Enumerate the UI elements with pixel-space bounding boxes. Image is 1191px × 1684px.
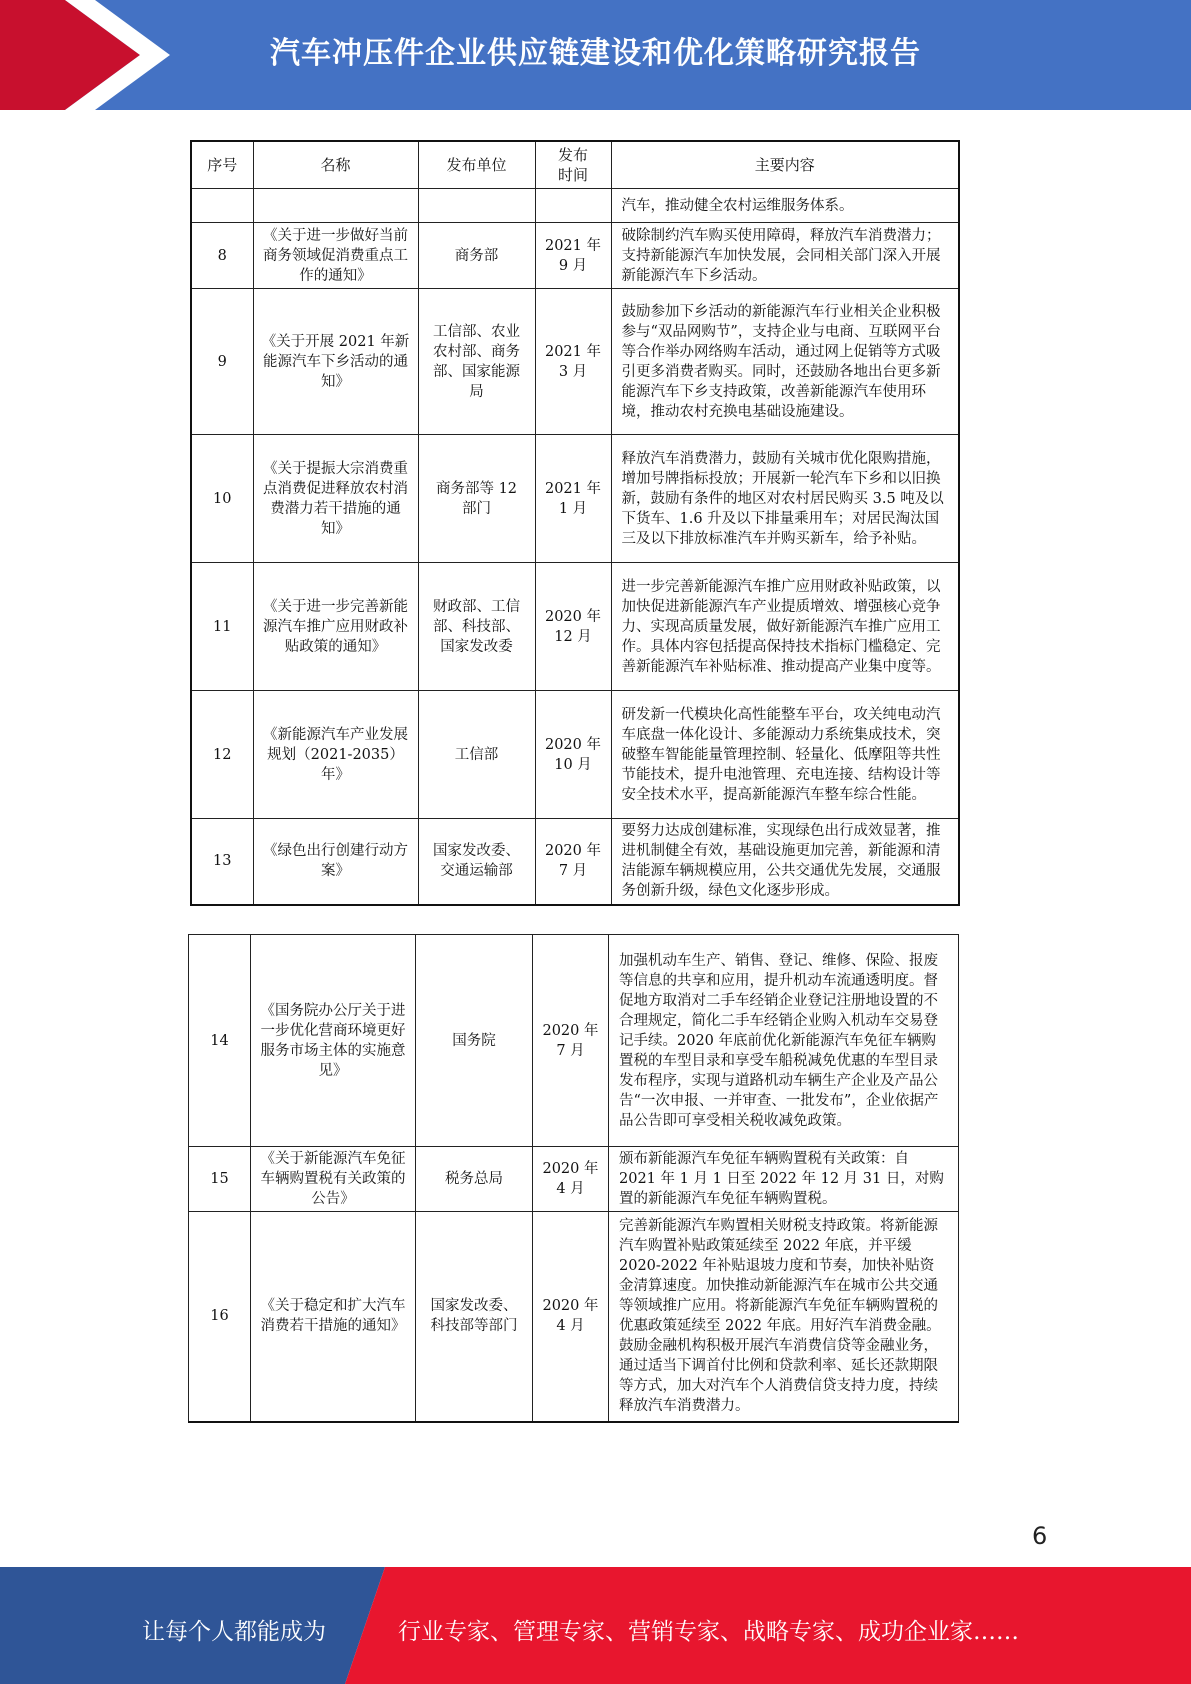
- footer-slogan-right: 行业专家、管理专家、营销专家、战略专家、成功企业家……: [398, 1619, 1019, 1645]
- header-content: 主要内容: [611, 141, 959, 189]
- row-main-content: 鼓励参加下乡活动的新能源汽车行业相关企业积极参与“双品网购节”，支持企业与电商、互联网平台等合作举办网络购车活动，通过网上促销等方式吸引更多消费者购买。同时，还鼓励各地出台更多新能源汽车下乡支持政策，改善新能源汽车使用环境，推动农村充换电基础设施建设。: [611, 289, 959, 435]
- report-title: 汽车冲压件企业供应链建设和优化策略研究报告: [270, 36, 921, 71]
- row-policy-name: 《关于开展 2021 年新能源汽车下乡活动的通知》: [253, 289, 418, 435]
- header-name: 名称: [253, 141, 418, 189]
- row-number: 16: [189, 1212, 251, 1422]
- row-publisher: 国家发改委、交通运输部: [418, 819, 535, 905]
- page-number: 6: [1032, 1522, 1048, 1550]
- row-policy-name: 《绿色出行创建行动方案》: [253, 819, 418, 905]
- row-publish-time: 2020 年4 月: [533, 1212, 609, 1422]
- table-row: [191, 691, 959, 819]
- row-main-content: 加强机动车生产、销售、登记、维修、保险、报废等信息的共享和应用，提升机动车流通透明度。督促地方取消对二手车经销企业登记注册地设置的不合理规定，简化二手车经销企业购入机动车交易登记手续。2020 年底前优化新能源汽车免征车辆购置税的车型目录和享受车船税减免优惠的车型目录发布程序，实现与道路机动车辆生产企业及产品公告“一次申报、一并审查、一批发布”，企业依据产品公告即可享受相关税收减免政策。: [609, 935, 959, 1147]
- row-main-content: 释放汽车消费潜力，鼓励有关城市优化限购措施，增加号牌指标投放；开展新一轮汽车下乡和以旧换新，鼓励有条件的地区对农村居民购买 3.5 吨及以下货车、1.6 升及以下排量乘用车；对居民淘汰国三及以下排放标准汽车并购买新车，给予补贴。: [611, 435, 959, 563]
- row-policy-name: 《关于进一步做好当前商务领域促消费重点工作的通知》: [253, 223, 418, 289]
- row-publisher: 国务院: [416, 935, 533, 1147]
- table-row: [191, 435, 959, 563]
- row-publisher: 财政部、工信部、科技部、国家发改委: [418, 563, 535, 691]
- row-publisher: 工信部: [418, 691, 535, 819]
- row-publish-time: 2020 年10 月: [535, 691, 611, 819]
- row-publish-time: 2020 年7 月: [533, 935, 609, 1147]
- row-publisher: 工信部、农业农村部、商务部、国家能源局: [418, 289, 535, 435]
- row-policy-name: 《关于进一步完善新能源汽车推广应用财政补贴政策的通知》: [253, 563, 418, 691]
- table-header-row: [191, 141, 959, 189]
- row-number: 14: [189, 935, 251, 1147]
- table-row: [189, 1147, 959, 1212]
- header-time-label: 发布时间: [557, 146, 588, 184]
- row-publisher: 国家发改委、科技部等部门: [416, 1212, 533, 1422]
- row-publish-time: 2021 年1 月: [535, 435, 611, 563]
- header-publisher: 发布单位: [418, 141, 535, 189]
- row-number: 10: [191, 435, 253, 563]
- row-publish-time: 2020 年7 月: [535, 819, 611, 905]
- row-policy-name: 《关于提振大宗消费重点消费促进释放农村消费潜力若干措施的通知》: [253, 435, 418, 563]
- footer-slogan-left: 让每个人都能成为: [142, 1619, 326, 1645]
- table-row: [189, 935, 959, 1147]
- row-publisher: 商务部: [418, 223, 535, 289]
- header-banner: [0, 0, 1191, 110]
- row-policy-name: 《关于新能源汽车免征车辆购置税有关政策的公告》: [251, 1147, 416, 1212]
- table-row: [191, 289, 959, 435]
- table-row: [191, 819, 959, 905]
- policy-table-part1: [190, 140, 960, 906]
- footer-banner: [0, 1567, 1191, 1684]
- row-publisher: 商务部等 12 部门: [418, 435, 535, 563]
- row-publish-time: 2020 年4 月: [533, 1147, 609, 1212]
- row-main-content: 研发新一代模块化高性能整车平台，攻关纯电动汽车底盘一体化设计、多能源动力系统集成技术，突破整车智能能量管理控制、轻量化、低摩阻等共性节能技术，提升电池管理、充电连接、结构设计等安全技术水平，提高新能源汽车整车综合性能。: [611, 691, 959, 819]
- row-policy-name: 《新能源汽车产业发展规划（2021-2035）年》: [253, 691, 418, 819]
- row-main-content: 要努力达成创建标准，实现绿色出行成效显著，推进机制健全有效，基础设施更加完善，新能源和清洁能源车辆规模应用，公共交通优先发展，交通服务创新升级，绿色文化逐步形成。: [611, 819, 959, 905]
- row-publish-time: 2021 年9 月: [535, 223, 611, 289]
- row-main-content: 完善新能源汽车购置相关财税支持政策。将新能源汽车购置补贴政策延续至 2022 年底，并平缓 2020-2022 年补贴退坡力度和节奏，加快补贴资金清算速度。加快推动新能源汽车在城市公共交通等领域推广应用。将新能源汽车免征车辆购置税的优惠政策延续至 2022 年底。用好汽车消费金融。鼓励金融机构积极开展汽车消费信贷等金融业务，通过适当下调首付比例和贷款利率、延长还款期限等方式，加大对汽车个人消费信贷支持力度，持续释放汽车消费潜力。: [609, 1212, 959, 1422]
- row-number: 8: [191, 223, 253, 289]
- row-number: 9: [191, 289, 253, 435]
- row-policy-name: 《国务院办公厅关于进一步优化营商环境更好服务市场主体的实施意见》: [251, 935, 416, 1147]
- row-main-content: 破除制约汽车购买使用障碍，释放汽车消费潜力；支持新能源汽车加快发展，会同相关部门深入开展新能源汽车下乡活动。: [611, 223, 959, 289]
- row-number: 13: [191, 819, 253, 905]
- row-publish-time: 2020 年12 月: [535, 563, 611, 691]
- row-publish-time: 2021 年3 月: [535, 289, 611, 435]
- continuation-text: 汽车，推动健全农村运维服务体系。: [611, 189, 959, 223]
- row-policy-name: 《关于稳定和扩大汽车消费若干措施的通知》: [251, 1212, 416, 1422]
- row-main-content: 颁布新能源汽车免征车辆购置税有关政策：自 2021 年 1 月 1 日至 2022 年 12 月 31 日，对购置的新能源汽车免征车辆购置税。: [609, 1147, 959, 1212]
- table-row: [191, 223, 959, 289]
- row-number: 15: [189, 1147, 251, 1212]
- row-main-content: 进一步完善新能源汽车推广应用财政补贴政策，以加快促进新能源汽车产业提质增效、增强核心竞争力、实现高质量发展，做好新能源汽车推广应用工作。具体内容包括提高保持技术指标门槛稳定、完善新能源汽车补贴标准、推动提高产业集中度等。: [611, 563, 959, 691]
- row-number: 11: [191, 563, 253, 691]
- header-time: [535, 141, 611, 189]
- row-number: 12: [191, 691, 253, 819]
- table-row: [191, 563, 959, 691]
- policy-table-part2: [188, 934, 959, 1423]
- table-row: [189, 1212, 959, 1422]
- table-row-continuation: [191, 189, 959, 223]
- header-no: 序号: [191, 141, 253, 189]
- row-publisher: 税务总局: [416, 1147, 533, 1212]
